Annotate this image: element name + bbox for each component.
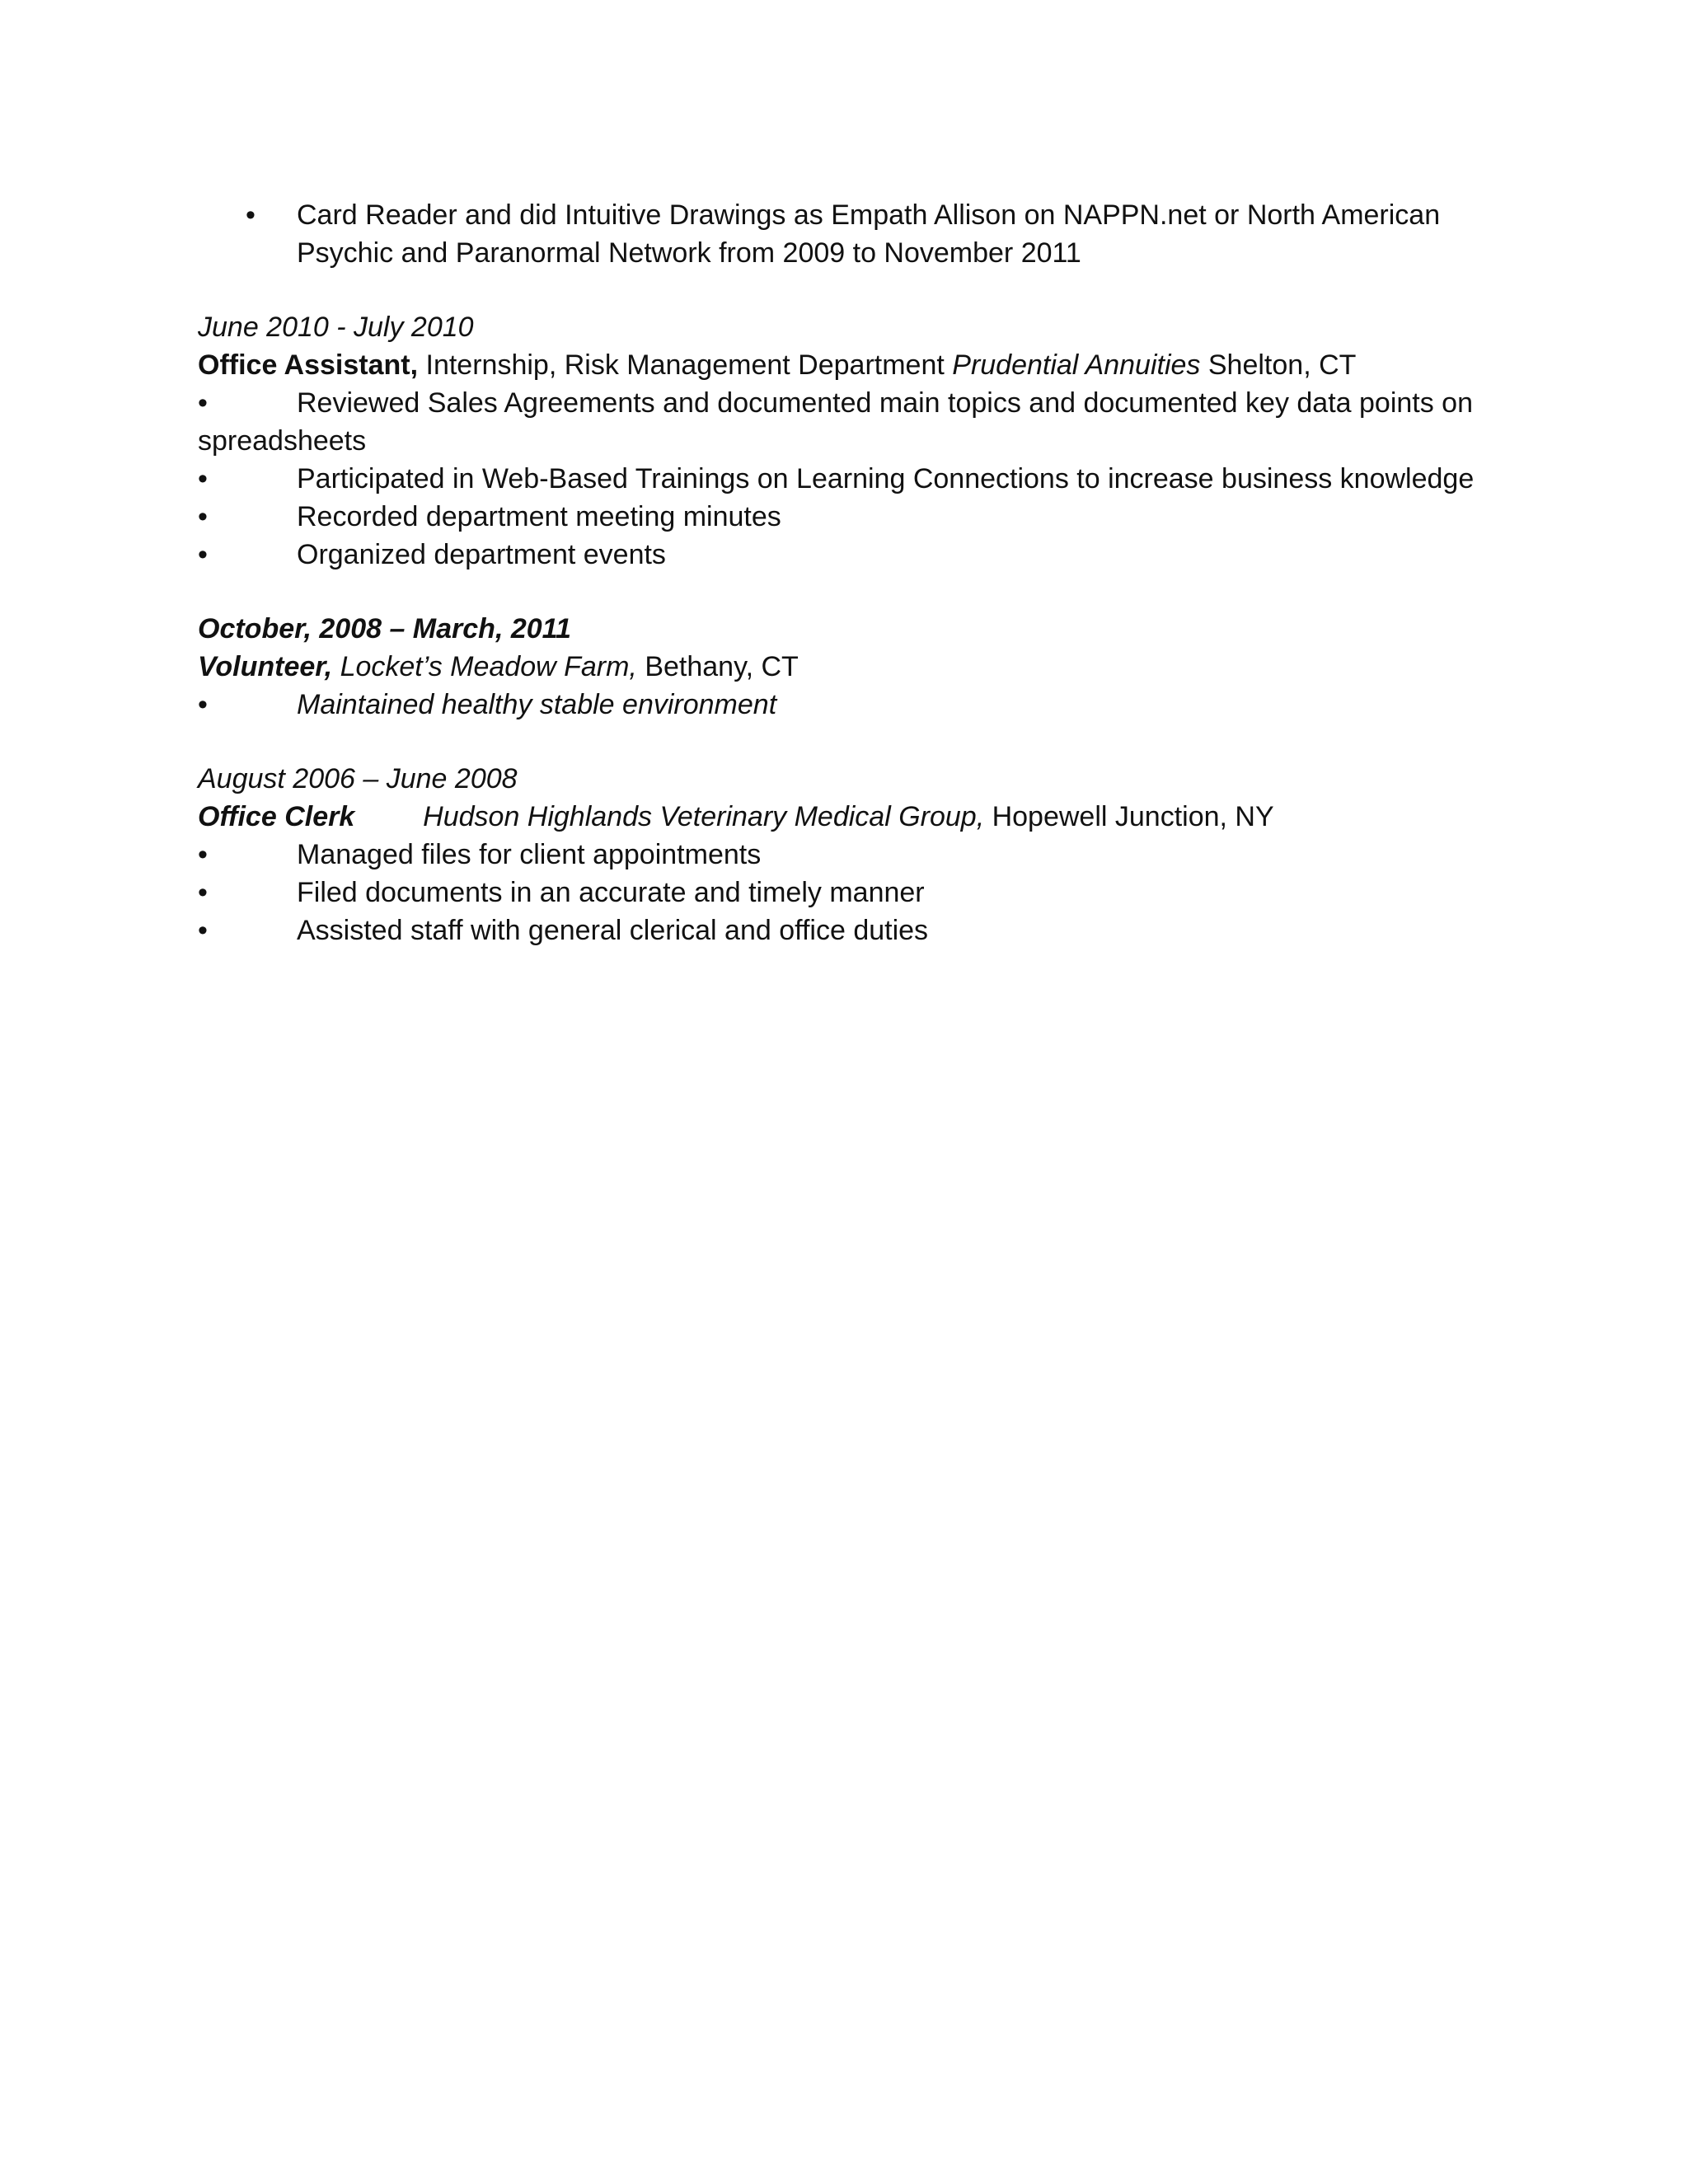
bullet-icon: • [198,877,208,908]
entry-organization: Prudential Annuities [952,349,1201,381]
list-item [198,460,1484,498]
intro-bullet-item [198,196,1484,272]
list-item-text: Managed files for client appointments [297,839,762,870]
experience-entry-hudson-highlands [198,760,1484,949]
entry-heading [198,648,1484,686]
bullet-icon: • [198,915,208,946]
entry-location: Hopewell Junction, NY [992,801,1274,832]
list-item-text: Maintained healthy stable environment [297,689,777,720]
experience-entry-prudential [198,308,1484,574]
experience-entry-lockets-meadow [198,610,1484,724]
entry-heading [198,346,1484,384]
section-gap [198,574,1484,610]
bullet-icon: • [198,501,208,532]
entry-date: August 2006 – June 2008 [198,763,518,794]
list-item-text: Filed documents in an accurate and timely manner [297,877,925,908]
bullet-icon: • [198,387,208,419]
bullet-icon: • [198,463,208,494]
entry-title: Volunteer, [198,651,333,682]
entry-location: Shelton, CT [1207,349,1357,381]
bullet-icon: • [246,199,256,231]
list-item [198,686,1484,724]
entry-organization: Locket’s Meadow Farm, [340,651,637,682]
list-item-text: Participated in Web-Based Trainings on Learning Connections to increase business knowledge [297,463,1475,494]
bullet-icon: • [198,689,208,720]
entry-location: Bethany, CT [645,651,799,682]
resume-content [198,196,1484,949]
entry-heading [198,798,1484,836]
section-gap [198,724,1484,760]
list-item-text: Recorded department meeting minutes [297,501,781,532]
entry-title: Office Assistant, [198,349,419,381]
list-item [198,874,1484,912]
list-item-text: Reviewed Sales Agreements and documented main topics and documented key data points on [297,387,1474,419]
bullet-icon: • [198,539,208,570]
intro-bullet-text: Card Reader and did Intuitive Drawings as Empath Allison on NAPPN.net or North American Psychic and Paranormal Network from 2009 to November 2011 [297,199,1441,269]
entry-organization: Hudson Highlands Veterinary Medical Group, [423,801,985,832]
list-item [198,912,1484,949]
list-item-text: Organized department events [297,539,666,570]
section-gap [198,272,1484,308]
list-item [198,384,1484,422]
entry-title: Office Clerk [198,801,355,832]
list-item [198,498,1484,536]
list-item [198,836,1484,874]
list-item [198,536,1484,574]
list-item-text: Assisted staff with general clerical and office duties [297,915,929,946]
entry-date: June 2010 - July 2010 [198,312,474,343]
entry-date: October, 2008 – March, 2011 [198,613,571,644]
bullet-icon: • [198,839,208,870]
list-item-continuation: spreadsheets [198,425,367,457]
entry-role-detail: Internship, Risk Management Department [425,349,945,381]
